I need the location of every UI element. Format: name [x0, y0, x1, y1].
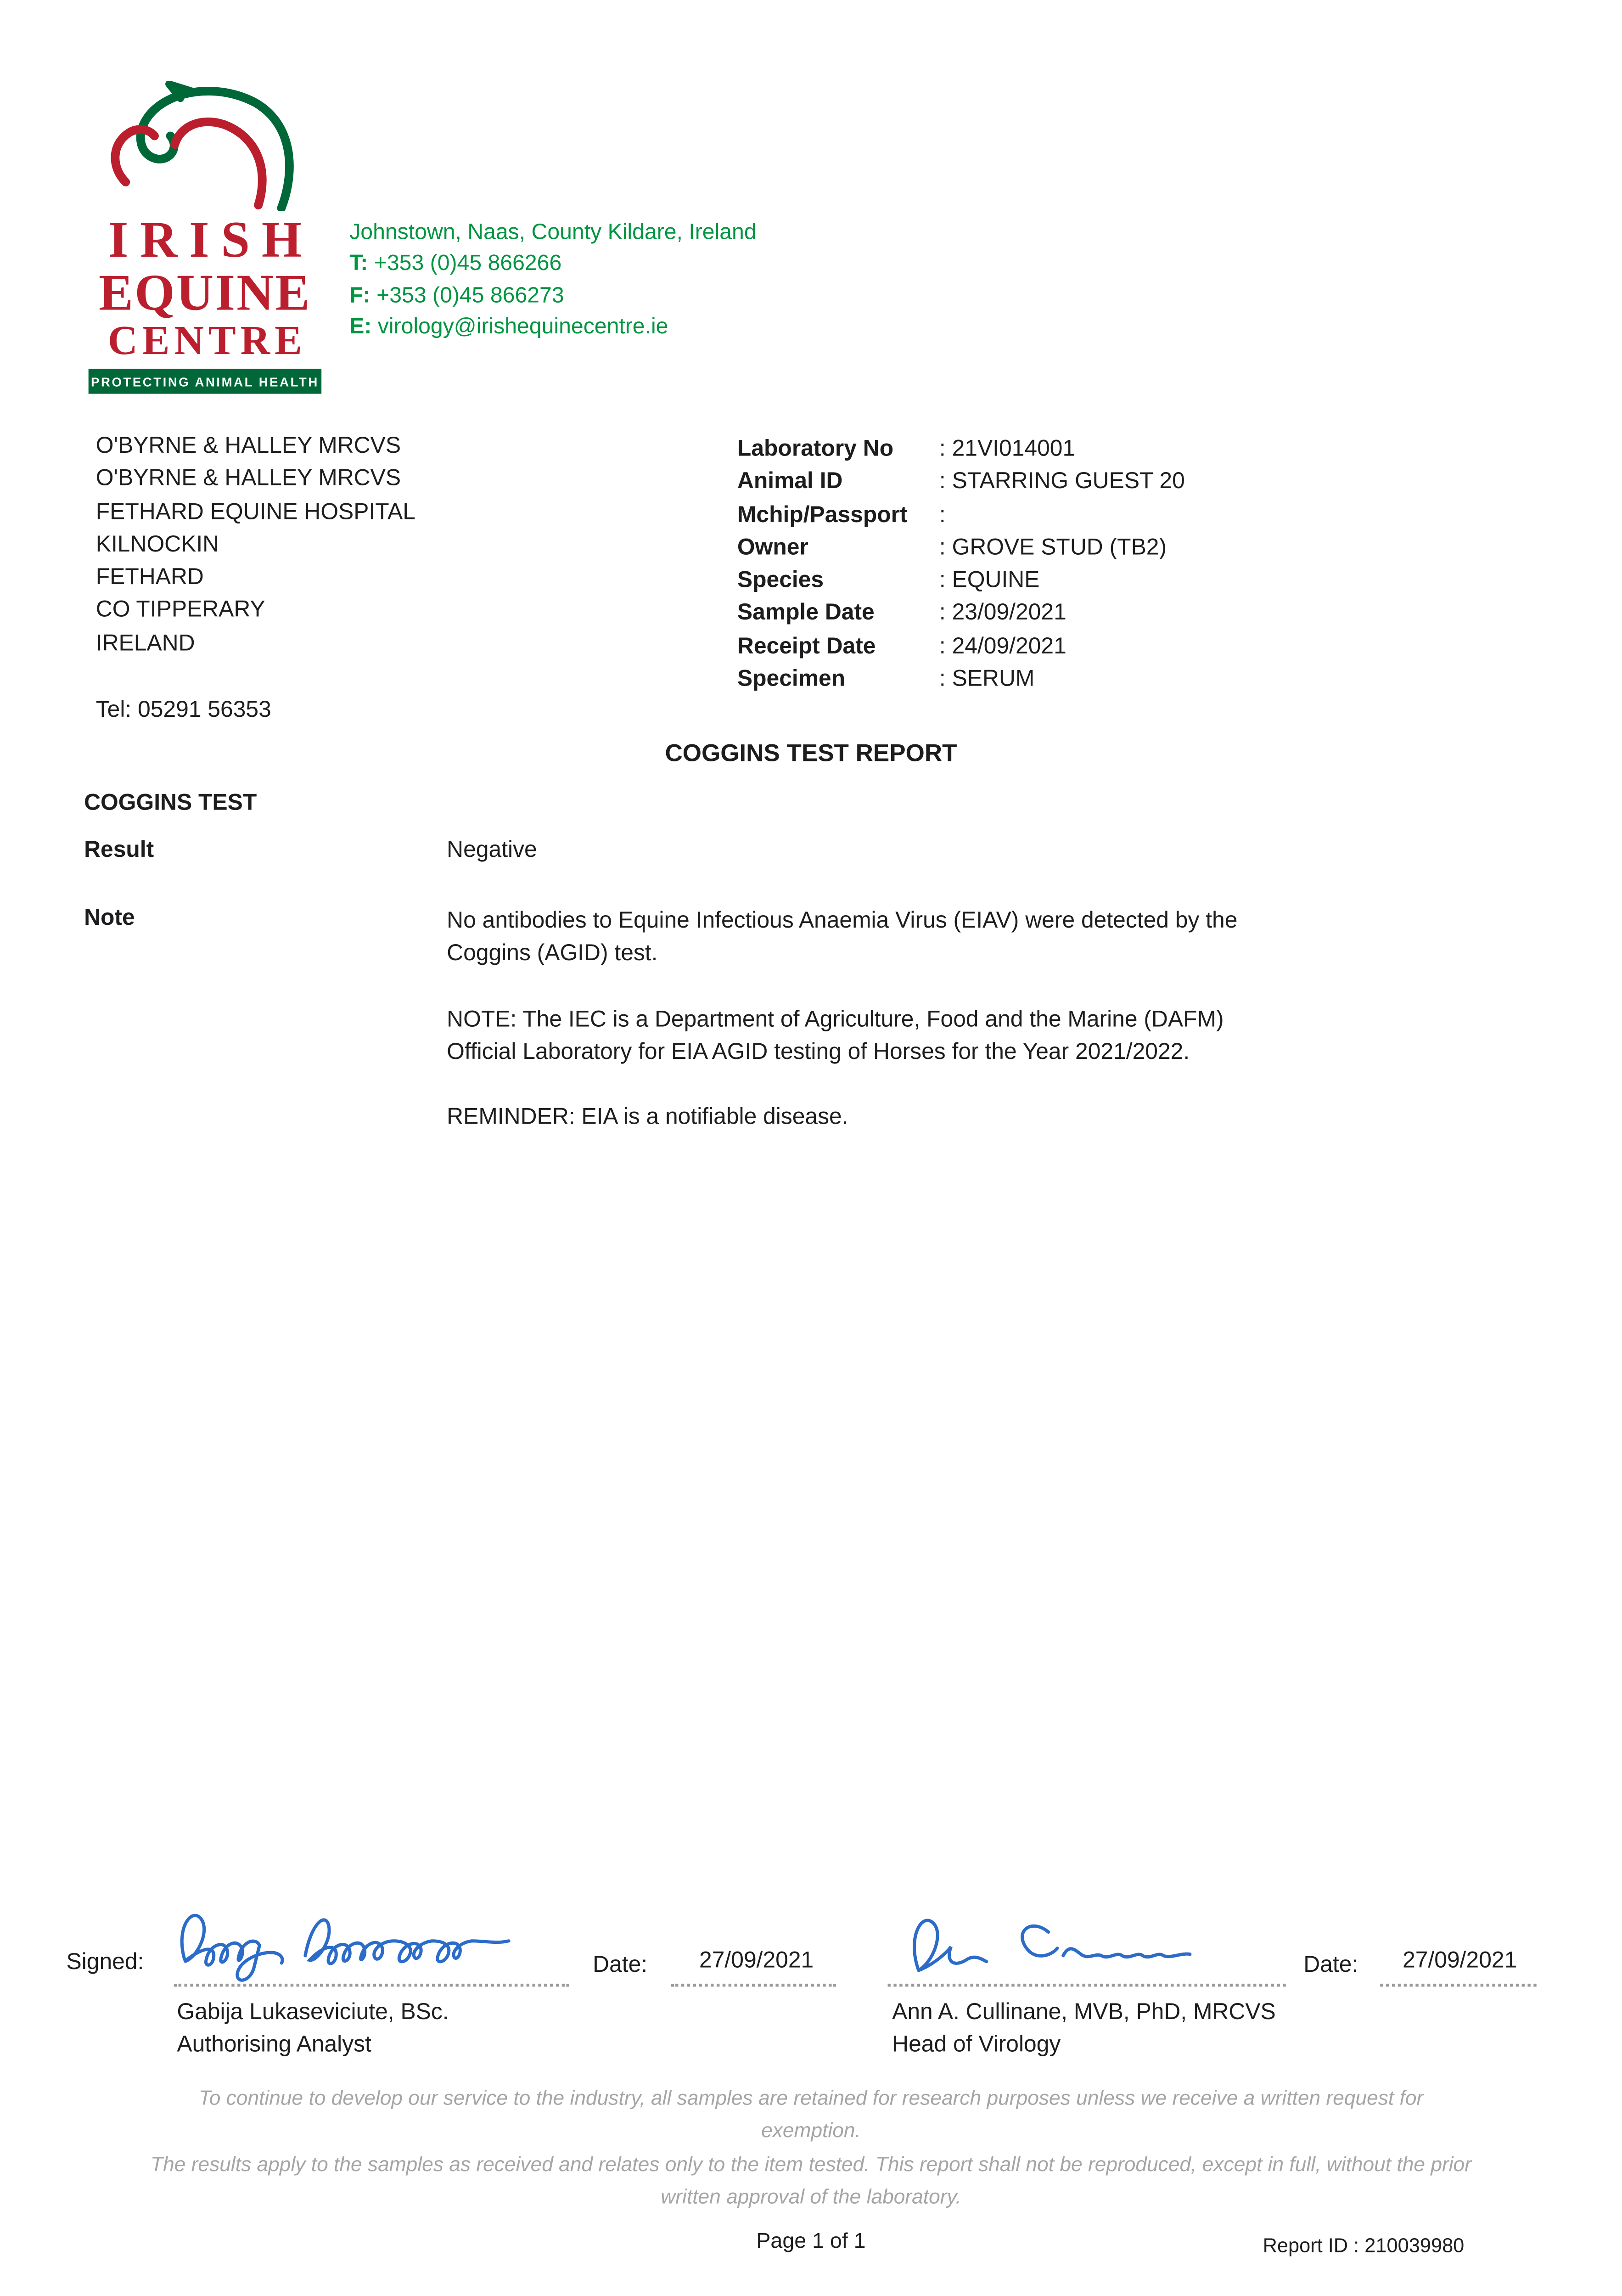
head-name: Ann A. Cullinane, MVB, PhD, MRCVS: [892, 2000, 1276, 2025]
logo-text-equine: EQUINE: [99, 264, 311, 322]
analyst-signature-line: [174, 1984, 569, 1986]
detail-row: [737, 532, 1185, 565]
note-paragraph: REMINDER: EIA is a notifiable disease.: [447, 1105, 848, 1130]
detail-value: : GROVE STUD (TB2): [939, 535, 1167, 561]
email-label: E:: [349, 314, 372, 340]
sample-details-block: [737, 433, 1185, 697]
detail-row: [737, 664, 1185, 697]
detail-label: Specimen: [737, 666, 846, 692]
head-date-line: [1380, 1984, 1536, 1986]
detail-row: [737, 631, 1185, 664]
contact-block: [349, 217, 756, 343]
result-value: Negative: [447, 838, 537, 863]
contact-fax: [349, 280, 756, 312]
result-label: Result: [84, 838, 154, 863]
detail-label: Sample Date: [737, 601, 875, 626]
recipient-line: O'BYRNE & HALLEY MRCVS: [95, 466, 401, 492]
detail-value: : SERUM: [939, 666, 1035, 692]
note-body: [447, 906, 1261, 1135]
disclaimer-block: [0, 2082, 1622, 2214]
horse-head-icon: [95, 81, 316, 211]
report-title: COGGINS TEST REPORT: [665, 740, 957, 767]
disclaimer-line: To continue to develop our service to the industry, all samples are retained for research purposes unless we receive a written request for exemption.: [198, 2087, 1424, 2142]
recipient-line: FETHARD EQUINE HOSPITAL: [95, 499, 415, 525]
phone-value: +353 (0)45 866266: [374, 251, 562, 276]
detail-value: : 23/09/2021: [939, 601, 1066, 626]
section-heading: COGGINS TEST: [84, 790, 257, 816]
fax-label: F:: [349, 283, 370, 308]
disclaimer-line: The results apply to the samples as received and relates only to the item tested. This report shall not be reproduced, except in full, without the prior written approval of the laboratory.: [151, 2152, 1471, 2208]
head-date-value: 27/09/2021: [1403, 1948, 1517, 1974]
analyst-name: Gabija Lukaseviciute, BSc.: [177, 2000, 449, 2025]
head-identity: [892, 1997, 1276, 2063]
phone-label: T:: [349, 251, 368, 276]
recipient-line: FETHARD: [95, 565, 204, 591]
contact-email: [349, 311, 756, 343]
analyst-signature: [169, 1900, 567, 1985]
recipient-line: CO TIPPERARY: [95, 598, 265, 623]
head-title: Head of Virology: [892, 2033, 1061, 2058]
iec-logo: [89, 81, 321, 393]
analyst-date-value: 27/09/2021: [699, 1948, 814, 1974]
detail-label: Owner: [737, 535, 808, 561]
head-signature: [888, 1906, 1242, 1982]
detail-label: Mchip/Passport: [737, 502, 908, 528]
recipient-telephone: Tel: 05291 56353: [95, 698, 271, 723]
detail-row: [737, 500, 1185, 533]
detail-label: Species: [737, 568, 824, 593]
email-value: virology@irishequinecentre.ie: [377, 314, 668, 340]
detail-value: : 21VI014001: [939, 436, 1076, 462]
contact-phone: [349, 248, 756, 280]
detail-label: Receipt Date: [737, 634, 876, 659]
note-label: Note: [84, 906, 135, 931]
detail-label: Animal ID: [737, 469, 843, 495]
head-date-label: Date:: [1303, 1953, 1358, 1978]
analyst-identity: [177, 1997, 449, 2063]
page-number: Page 1 of 1: [756, 2230, 866, 2254]
logo-text-irish: IRISH: [108, 211, 314, 269]
analyst-title: Authorising Analyst: [177, 2033, 371, 2058]
logo-text-centre: CENTRE: [107, 318, 307, 365]
analyst-date-label: Date:: [593, 1953, 648, 1978]
report-id: Report ID : 210039980: [1263, 2234, 1465, 2257]
detail-row: [737, 467, 1185, 500]
detail-row: [737, 598, 1185, 631]
detail-value: : STARRING GUEST 20: [939, 469, 1185, 495]
head-signature-line: [888, 1984, 1286, 1986]
detail-value: : EQUINE: [939, 568, 1040, 593]
analyst-date-line: [671, 1984, 836, 1986]
recipient-address-block: [96, 431, 415, 728]
note-paragraph: NOTE: The IEC is a Department of Agriculture, Food and the Marine (DAFM) Official Laboratory for EIA AGID testing of Horses for the Year 2021/2022.: [447, 1007, 1224, 1065]
detail-row: [737, 433, 1185, 467]
recipient-line: KILNOCKIN: [95, 532, 219, 557]
note-paragraph: No antibodies to Equine Infectious Anaemia Virus (EIAV) were detected by the Coggins (AGID) test.: [447, 908, 1238, 967]
detail-label: Laboratory No: [737, 436, 894, 462]
fax-value: +353 (0)45 866273: [376, 283, 564, 308]
logo-tagline: PROTECTING ANIMAL HEALTH: [89, 369, 321, 393]
detail-value: :: [939, 502, 946, 528]
recipient-line: IRELAND: [95, 630, 195, 656]
recipient-line: O'BYRNE & HALLEY MRCVS: [95, 433, 401, 459]
detail-row: [737, 565, 1185, 598]
detail-value: : 24/09/2021: [939, 634, 1066, 659]
contact-address: Johnstown, Naas, County Kildare, Ireland: [349, 219, 757, 245]
signed-label: Signed:: [66, 1950, 144, 1975]
